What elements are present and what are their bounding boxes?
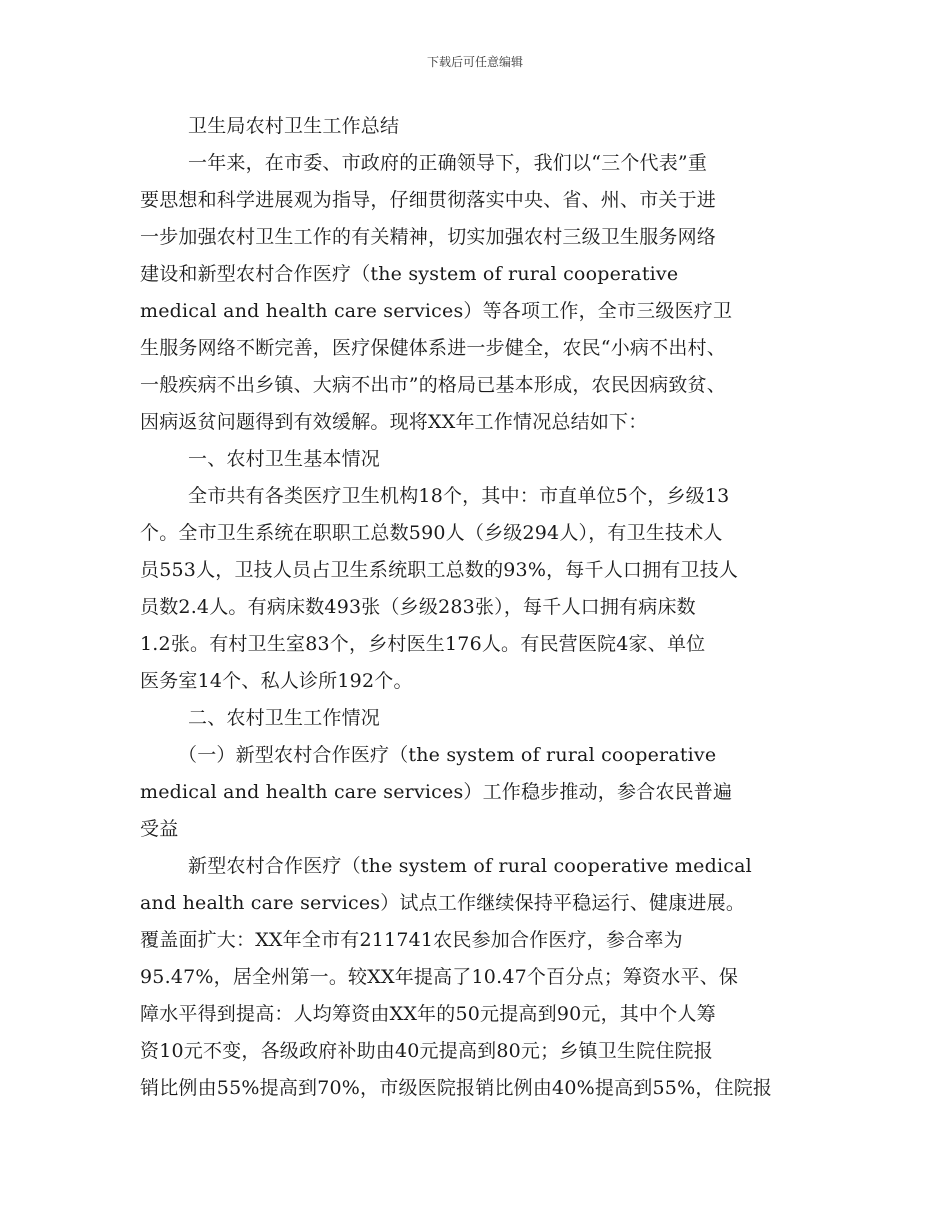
text-line: 销比例由55%提高到70%，市级医院报销比例由40%提高到55%，住院报 [140, 1077, 773, 1099]
text-line: 障水平得到提高：人均筹资由XX年的50元提高到90元，其中个人筹 [140, 1003, 716, 1025]
text-line: 95.47%，居全州第一。较XX年提高了10.47个百分点；筹资水平、保 [140, 966, 739, 988]
text-line: and health care services）试点工作继续保持平稳运行、健康进展。 [140, 892, 746, 914]
text-line: 一、农村卫生基本情况 [188, 448, 381, 470]
text-line: 一年来，在市委、市政府的正确领导下，我们以“三个代表”重 [188, 152, 708, 174]
text-line: 员数2.4人。有病床数493张（乡级283张），每千人口拥有病床数 [140, 596, 696, 618]
text-line: 全市共有各类医疗卫生机构18个，其中：市直单位5个，乡级13 [188, 485, 730, 507]
text-line: 资10元不变，各级政府补助由40元提高到80元；乡镇卫生院住院报 [140, 1040, 713, 1062]
text-line: 员553人，卫技人员占卫生系统职工总数的93%，每千人口拥有卫技人 [140, 559, 739, 581]
text-line: 要思想和科学进展观为指导，仔细贯彻落实中央、省、州、市关于进 [140, 189, 717, 211]
text-line: 因病返贫问题得到有效缓解。现将XX年工作情况总结如下： [140, 411, 648, 433]
text-line: 一步加强农村卫生工作的有关精神，切实加强农村三级卫生服务网络 [140, 226, 717, 248]
text-line: 个。全市卫生系统在职职工总数590人（乡级294人），有卫生技术人 [140, 522, 723, 544]
text-line: 新型农村合作医疗（the system of rural cooperative medical [188, 855, 752, 877]
text-line: medical and health care services）工作稳步推动，参合农民普遍 [140, 781, 733, 803]
text-line: 建设和新型农村合作医疗（the system of rural cooperative [140, 263, 679, 285]
text-line: （一）新型农村合作医疗（the system of rural cooperative [178, 744, 717, 766]
text-line: 一般疾病不出乡镇、大病不出市”的格局已基本形成，农民因病致贫、 [140, 374, 726, 396]
text-line: 医务室14个、私人诊所192个。 [140, 670, 413, 692]
text-line: 1.2张。有村卫生室83个，乡村医生176人。有民营医院4家、单位 [140, 633, 706, 655]
page-header: 下载后可任意编辑 [426, 55, 523, 69]
text-line: 覆盖面扩大：XX年全市有211741农民参加合作医疗，参合率为 [140, 929, 683, 951]
document-body [140, 108, 816, 1107]
document-title: 卫生局农村卫生工作总结 [188, 115, 400, 137]
text-line: 二、农村卫生工作情况 [188, 707, 381, 729]
text-line: medical and health care services）等各项工作，全市三级医疗卫 [140, 300, 733, 322]
text-line: 生服务网络不断完善，医疗保健体系进一步健全，农民“小病不出村、 [140, 337, 726, 359]
text-line: 受益 [140, 818, 179, 840]
